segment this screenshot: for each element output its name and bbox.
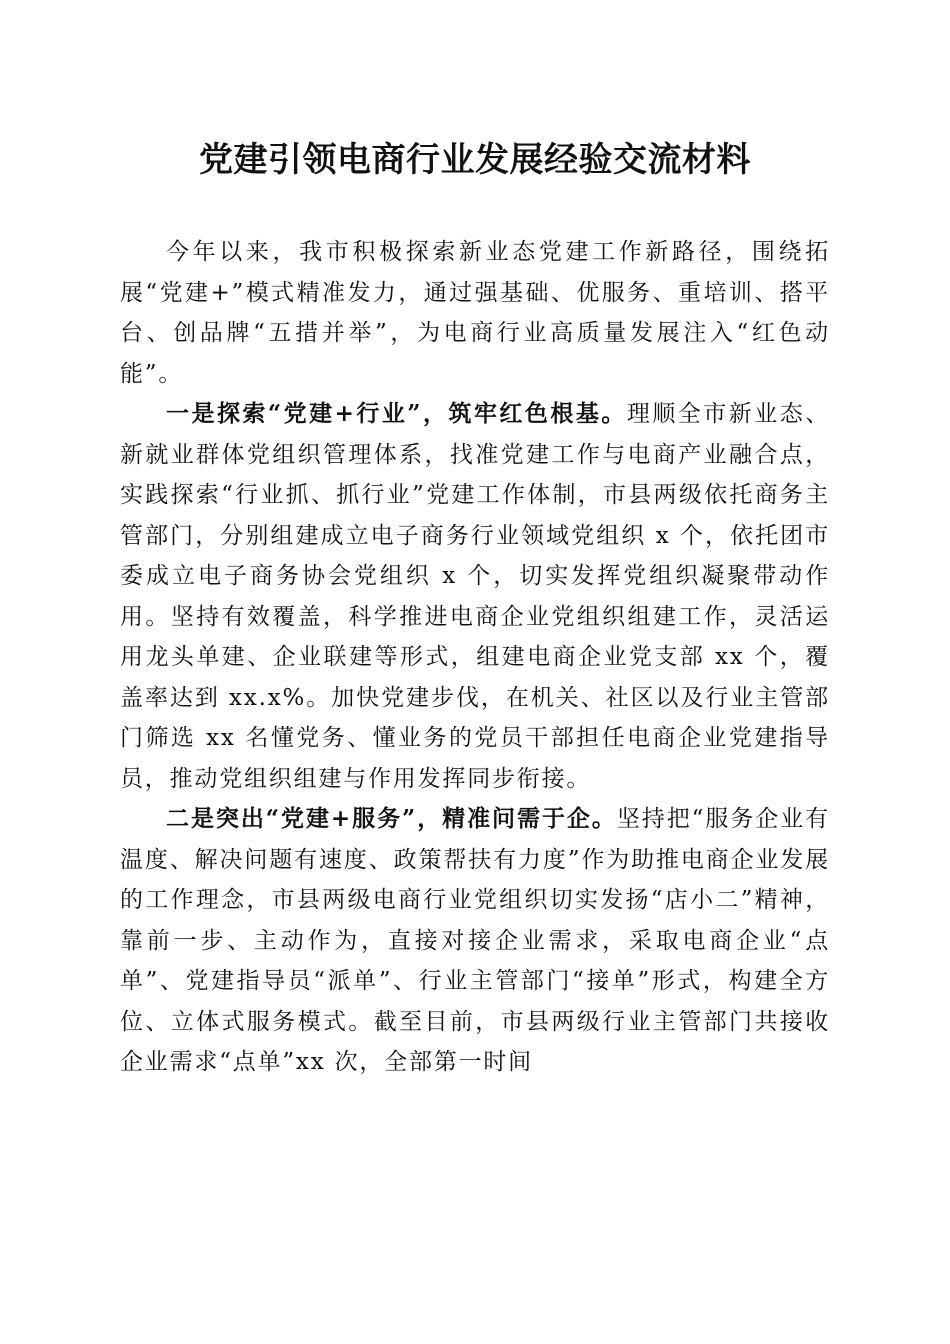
document-title: 党建引领电商行业发展经验交流材料	[199, 140, 751, 180]
paragraph-lead: 一是探索“党建+行业”，筑牢红色根基。	[166, 400, 627, 427]
paragraph-industry	[120, 394, 830, 799]
paragraph-service	[120, 799, 830, 1083]
paragraph-lead: 二是突出“党建+服务”，精准问需于企。	[166, 805, 617, 832]
paragraph-text: 今年以来，我市积极探索新业态党建工作新路径，围绕拓展“党建+”模式精准发力，通过强基础、优服务、重培训、搭平台、创品牌“五措并举”，为电商行业高质量发展注入“红色动能”。	[120, 239, 830, 387]
paragraph-text: 理顺全市新业态、新就业群体党组织管理体系，找准党建工作与电商产业融合点，实践探索“行业抓、抓行业”党建工作体制，市县两级依托商务主管部门，分别组建成立电子商务行业领域党组织 x 个，依托团市委成立电子商务协会党组织 x 个，切实发挥党组织凝聚带动作用。坚持有效覆盖，科学推进电商企业党组织组建工作，灵活运用龙头单建、企业联建等形式，组建电商企业党支部 xx 个，覆盖率达到 xx.x%。加快党建步伐，在机关、社区以及行业主管部门筛选 xx 名懂党务、懂业务的党员干部担任电商企业党建指导员，推动党组织组建与作用发挥同步衔接。	[120, 401, 830, 792]
document-body	[120, 232, 830, 1083]
paragraph-text: 坚持把“服务企业有温度、解决问题有速度、政策帮扶有力度”作为助推电商企业发展的工作理念，市县两级电商行业党组织切实发扬“店小二”精神，靠前一步、主动作为，直接对接企业需求，采取电商企业“点单”、党建指导员“派单”、行业主管部门“接单”形式，构建全方位、立体式服务模式。截至目前，市县两级行业主管部门共接收企业需求“点单”xx 次，全部第一时间	[120, 806, 830, 1075]
paragraph-intro	[120, 232, 830, 394]
